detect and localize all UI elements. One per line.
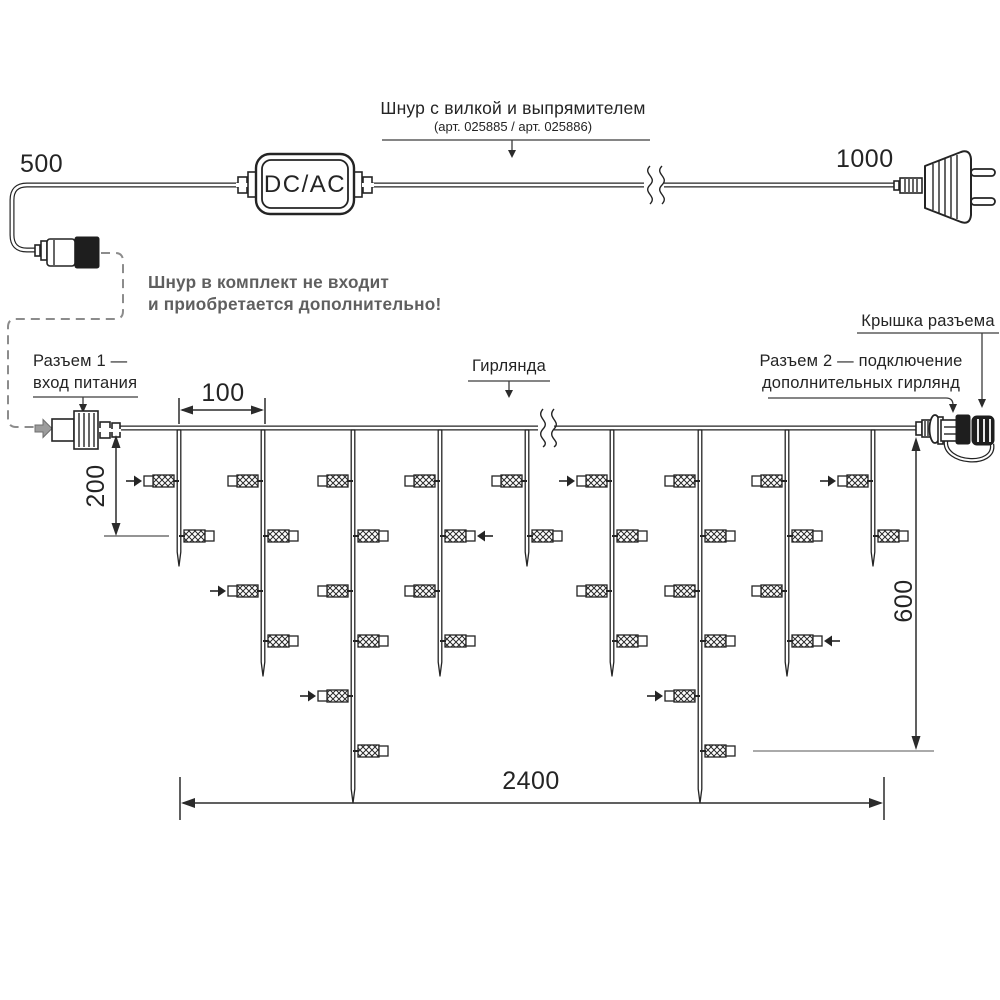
garland-drop	[405, 430, 493, 676]
drop-wire	[610, 430, 614, 676]
led-bulb-icon	[787, 635, 822, 647]
garland-drop	[820, 430, 908, 566]
dashed-connection-arrow-icon	[35, 420, 52, 438]
led-bulb-icon	[838, 475, 873, 487]
dim-arrow-icon	[251, 406, 264, 415]
cord-callout	[380, 98, 650, 158]
dim-arrow-icon	[912, 437, 921, 451]
led-bulb-icon	[752, 585, 787, 597]
garland-drop	[210, 430, 298, 676]
dim-total-length-value: 2400	[502, 767, 560, 795]
led-bulb-icon	[787, 530, 822, 542]
garland-assembly	[52, 409, 994, 803]
dim-arrow-icon	[181, 798, 195, 808]
flash-arrow-icon	[824, 636, 840, 647]
led-bulb-icon	[577, 585, 612, 597]
led-bulb-icon	[440, 635, 475, 647]
garland-drop	[752, 430, 840, 676]
connector1-callout	[33, 352, 138, 413]
garland-drop	[126, 430, 214, 566]
dim-total-length	[180, 767, 884, 820]
garland-callout	[468, 357, 550, 398]
led-bulb-icon	[700, 530, 735, 542]
drop-wire	[785, 430, 789, 676]
led-bulb-icon	[353, 635, 388, 647]
garland-label: Гирлянда	[472, 357, 546, 375]
dc-connector-icon	[35, 237, 99, 268]
dcac-converter-box	[236, 154, 374, 214]
drop-wire	[698, 430, 702, 803]
flash-arrow-icon	[820, 476, 836, 487]
connector1-label-line1: Разъем 1 —	[33, 352, 128, 370]
dim-arrow-icon	[112, 523, 121, 536]
garland-drop	[559, 430, 647, 676]
led-bulb-icon	[577, 475, 612, 487]
connector2-callout	[759, 352, 962, 413]
led-bulb-icon	[228, 585, 263, 597]
led-bulb-icon	[318, 475, 353, 487]
leader-arrow-icon	[505, 390, 513, 398]
dim-arrow-icon	[869, 798, 883, 808]
led-bulb-icon	[263, 635, 298, 647]
led-bulb-icon	[527, 530, 562, 542]
led-bulb-icon	[353, 745, 388, 757]
dim-arrow-icon	[180, 406, 193, 415]
plug-cord-length: 1000	[836, 145, 894, 173]
lead-cord-length: 500	[20, 150, 64, 178]
power-plug-icon	[894, 151, 995, 222]
cord-title: Шнур с вилкой и выпрямителем	[380, 98, 646, 118]
power-cord-assembly	[12, 98, 995, 268]
drop-wire	[351, 430, 355, 803]
drop-wire	[261, 430, 265, 676]
led-bulb-icon	[144, 475, 179, 487]
led-bulb-icon	[700, 635, 735, 647]
connector2-label-line2: дополнительных гирлянд	[761, 374, 961, 392]
led-bulb-icon	[752, 475, 787, 487]
led-bulb-icon	[665, 690, 700, 702]
garland-drops-layer	[126, 430, 908, 803]
led-bulb-icon	[873, 530, 908, 542]
dim-arrow-icon	[912, 736, 921, 750]
flash-arrow-icon	[210, 586, 226, 597]
led-bulb-icon	[353, 530, 388, 542]
led-bulb-icon	[263, 530, 298, 542]
led-bulb-icon	[612, 635, 647, 647]
dim-top-drop-value: 200	[82, 464, 110, 508]
led-bulb-icon	[179, 530, 214, 542]
dashed-line	[8, 253, 123, 427]
leader-arrow-icon	[508, 150, 516, 158]
dim-max-drop-value: 600	[890, 579, 918, 623]
drop-wire	[438, 430, 442, 676]
led-bulb-icon	[440, 530, 475, 542]
drop-wire	[871, 430, 875, 566]
dim-drop-spacing-value: 100	[201, 379, 245, 407]
led-bulb-icon	[665, 475, 700, 487]
connector2-label-line1: Разъем 2 — подключение	[759, 352, 963, 370]
drop-wire	[525, 430, 529, 566]
connector-cap-icon	[972, 416, 994, 445]
flash-arrow-icon	[300, 691, 316, 702]
connector-cap-label: Крышка разъема	[861, 312, 995, 330]
flash-arrow-icon	[126, 476, 142, 487]
connector1-label-line2: вход питания	[33, 374, 138, 392]
led-bulb-icon	[318, 690, 353, 702]
connector1-icon	[52, 411, 121, 449]
converter-label: DC/AC	[263, 171, 347, 198]
garland-break-gap	[538, 412, 554, 444]
flash-arrow-icon	[559, 476, 575, 487]
leader-arrow-icon	[949, 404, 957, 413]
garland-drop	[300, 430, 388, 803]
leader-arrow-icon	[978, 399, 986, 408]
led-bulb-icon	[612, 530, 647, 542]
led-bulb-icon	[405, 585, 440, 597]
led-bulb-icon	[700, 745, 735, 757]
led-bulb-icon	[405, 475, 440, 487]
flash-arrow-icon	[477, 531, 493, 542]
drop-wire	[177, 430, 181, 566]
not-included-note-line2: и приобретается дополнительно!	[148, 294, 442, 314]
flash-arrow-icon	[647, 691, 663, 702]
led-bulb-icon	[492, 475, 527, 487]
not-included-note-line1: Шнур в комплект не входит	[148, 272, 389, 292]
led-bulb-icon	[665, 585, 700, 597]
led-bulb-icon	[318, 585, 353, 597]
garland-drop	[492, 430, 562, 566]
dim-drop-spacing	[179, 379, 265, 424]
plug-cord	[371, 166, 898, 204]
led-bulb-icon	[228, 475, 263, 487]
cord-articles: (арт. 025885 / арт. 025886)	[433, 119, 593, 134]
garland-drop	[647, 430, 735, 803]
